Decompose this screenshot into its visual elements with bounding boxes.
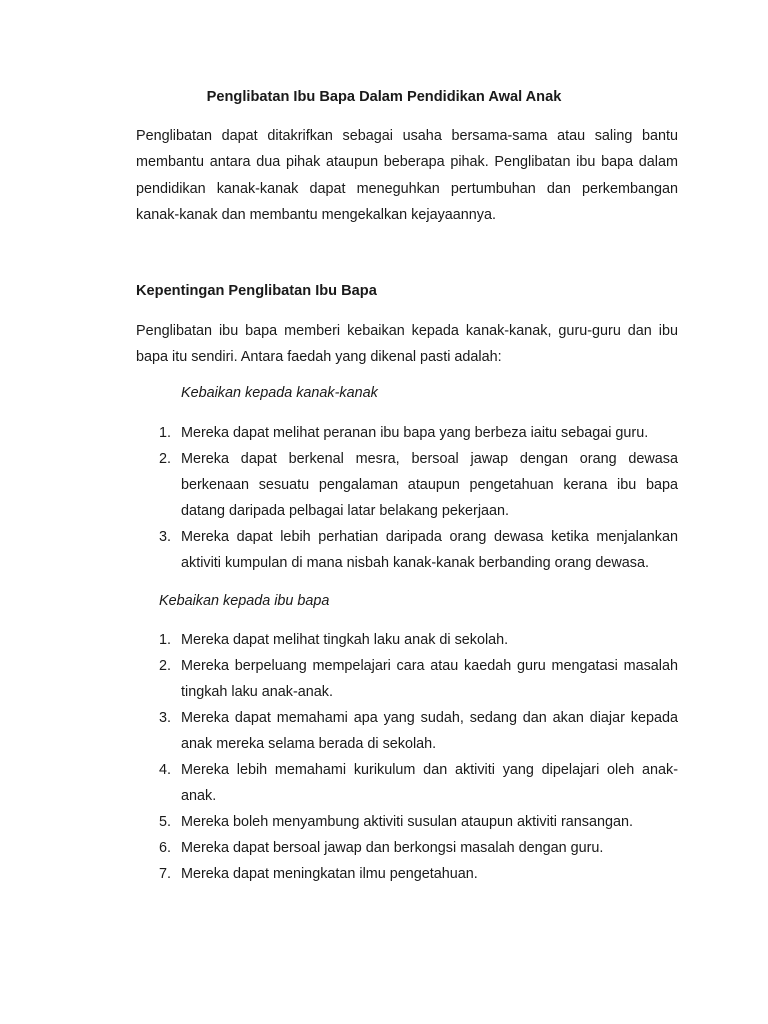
- list-item: [136, 705, 678, 757]
- list-item-text: Mereka dapat melihat peranan ibu bapa yang berbeza iaitu sebagai guru.: [181, 425, 649, 441]
- list-item-number: 2.: [159, 451, 172, 467]
- list-item-text: Mereka lebih memahami kurikulum dan aktiviti yang dipelajari oleh anak-anak.: [181, 762, 678, 804]
- list-item-number: 5.: [159, 814, 172, 830]
- list-item-text: Mereka dapat lebih perhatian daripada orang dewasa ketika menjalankan aktiviti kumpulan di mana nisbah kanak-kanak berbanding orang dewasa.: [181, 529, 678, 571]
- section-paragraph: Penglibatan ibu bapa memberi kebaikan kepada kanak-kanak, guru-guru dan ibu bapa itu sendiri. Antara faedah yang dikenal pasti adalah:: [136, 323, 678, 366]
- list-item-text: Mereka boleh menyambung aktiviti susulan ataupun aktiviti ransangan.: [181, 814, 633, 830]
- list-item-number: 6.: [159, 840, 172, 856]
- list-item-text: Mereka dapat berkenal mesra, bersoal jawap dengan orang dewasa berkenaan sesuatu pengalaman ataupun pengetahuan kerana ibu bapa datang daripada pelbagai latar belakang pekerjaan.: [181, 451, 678, 519]
- list-item: [136, 809, 678, 835]
- list-item-number: 7.: [159, 866, 172, 882]
- document-title: Penglibatan Ibu Bapa Dalam Pendidikan Awal Anak: [206, 89, 562, 105]
- list-item-number: 1.: [159, 425, 172, 441]
- list-item-text: Mereka dapat meningkatan ilmu pengetahuan.: [181, 866, 478, 882]
- list-item: [136, 446, 678, 524]
- kids-benefits-heading: Kebaikan kepada kanak-kanak: [181, 385, 378, 401]
- parents-benefits-list: [136, 627, 678, 887]
- list-item: [136, 757, 678, 809]
- intro-paragraph: Penglibatan dapat ditakrifkan sebagai usaha bersama-sama atau saling bantu membantu antara dua pihak ataupun beberapa pihak. Penglibatan ibu bapa dalam pendidikan kanak-kanak dapat meneguhkan pertumbuhan dan perkembangan kanak-kanak dan membantu mengekalkan kejayaannya.: [136, 128, 678, 223]
- list-item-text: Mereka dapat bersoal jawap dan berkongsi masalah dengan guru.: [181, 840, 604, 856]
- list-item-text: Mereka dapat memahami apa yang sudah, sedang dan akan diajar kepada anak mereka selama berada di sekolah.: [181, 710, 678, 752]
- list-item-number: 3.: [159, 710, 172, 726]
- list-item: [136, 835, 678, 861]
- list-item-text: Mereka berpeluang mempelajari cara atau kaedah guru mengatasi masalah tingkah laku anak-anak.: [181, 658, 678, 700]
- list-item-text: Mereka dapat melihat tingkah laku anak di sekolah.: [181, 632, 509, 648]
- list-item: [136, 524, 678, 576]
- list-item-number: 4.: [159, 762, 172, 778]
- list-item-number: 3.: [159, 529, 172, 545]
- parents-benefits-heading: Kebaikan kepada ibu bapa: [159, 593, 330, 609]
- list-item: [136, 420, 678, 446]
- list-item-number: 1.: [159, 632, 172, 648]
- section-heading: Kepentingan Penglibatan Ibu Bapa: [136, 283, 377, 299]
- list-item: [136, 861, 678, 887]
- list-item: [136, 653, 678, 705]
- kids-benefits-list: [136, 420, 678, 576]
- list-item-number: 2.: [159, 658, 172, 674]
- list-item: [136, 627, 678, 653]
